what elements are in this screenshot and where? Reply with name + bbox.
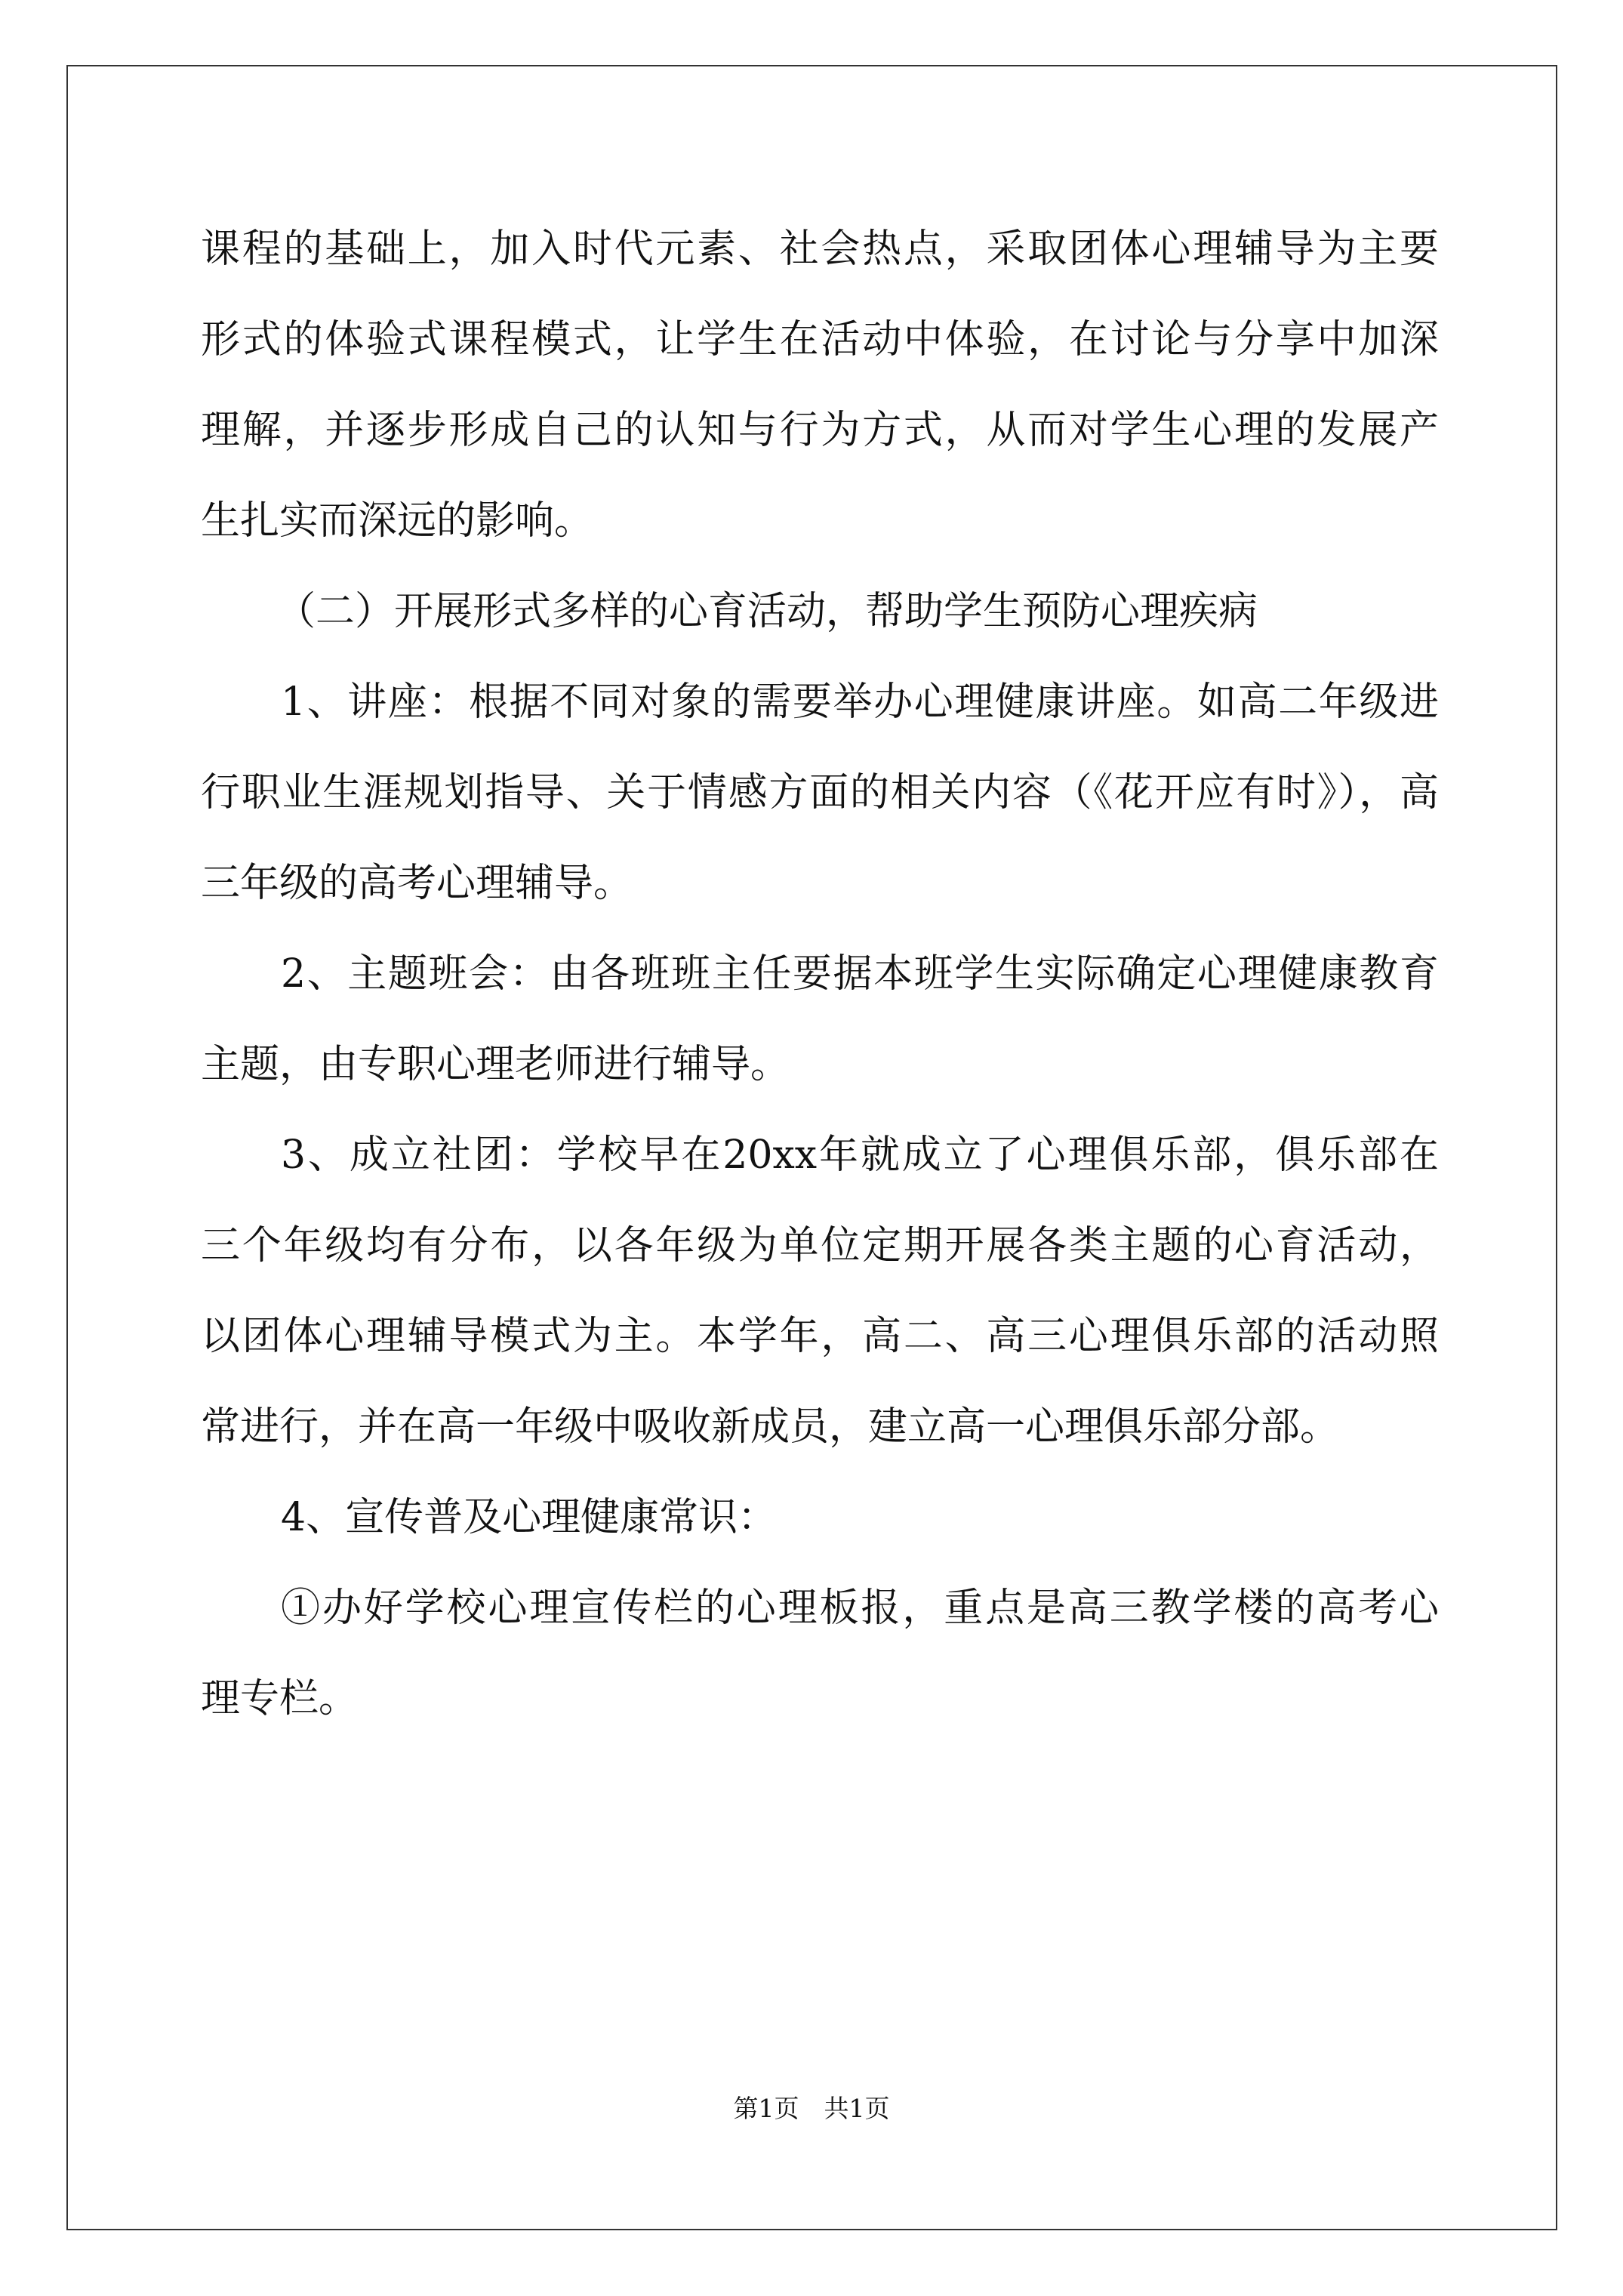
text-line-13: 以团体心理辅导模式为主。本学年，高二、高三心理俱乐部的活动照 bbox=[201, 1314, 1439, 1359]
text-line-8: 三年级的高考心理辅导。 bbox=[201, 861, 633, 906]
text-line-3: 理解，并逐步形成自己的认知与行为方式，从而对学生心理的发展产 bbox=[201, 408, 1439, 453]
page-number: 第1页 共1页 bbox=[733, 2094, 890, 2123]
text-line-2: 形式的体验式课程模式，让学生在活动中体验，在讨论与分享中加深 bbox=[201, 317, 1439, 362]
text-line-7: 行职业生涯规划指导、关于情感方面的相关内容（《花开应有时》），高 bbox=[201, 770, 1439, 815]
text-line-1: 课程的基础上，加入时代元素、社会热点，采取团体心理辅导为主要 bbox=[201, 227, 1439, 272]
text-line-9: 2、主题班会：由各班班主任要据本班学生实际确定心理健康教育 bbox=[281, 951, 1439, 997]
section-heading: （二）开展形式多样的心育活动，帮助学生预防心理疾病 bbox=[276, 589, 1258, 634]
text-line-4: 生扎实而深远的影响。 bbox=[201, 498, 594, 544]
document-body bbox=[201, 219, 1439, 1759]
text-line-6: 1、讲座：根据不同对象的需要举办心理健康讲座。如高二年级进 bbox=[281, 680, 1439, 725]
text-line-14: 常进行，并在高一年级中吸收新成员，建立高一心理俱乐部分部。 bbox=[201, 1404, 1340, 1450]
text-line-12: 三个年级均有分布，以各年级为单位定期开展各类主题的心育活动， bbox=[201, 1223, 1439, 1268]
text-line-17: 理专栏。 bbox=[201, 1676, 359, 1721]
text-line-15: 4、宣传普及心理健康常识： bbox=[281, 1495, 778, 1540]
text-line-16: ①办好学校心理宣传栏的心理板报，重点是高三教学楼的高考心 bbox=[281, 1586, 1439, 1631]
text-line-11: 3、成立社团：学校早在20xx年就成立了心理俱乐部，俱乐部在 bbox=[281, 1133, 1439, 1178]
text-line-10: 主题，由专职心理老师进行辅导。 bbox=[201, 1042, 790, 1087]
